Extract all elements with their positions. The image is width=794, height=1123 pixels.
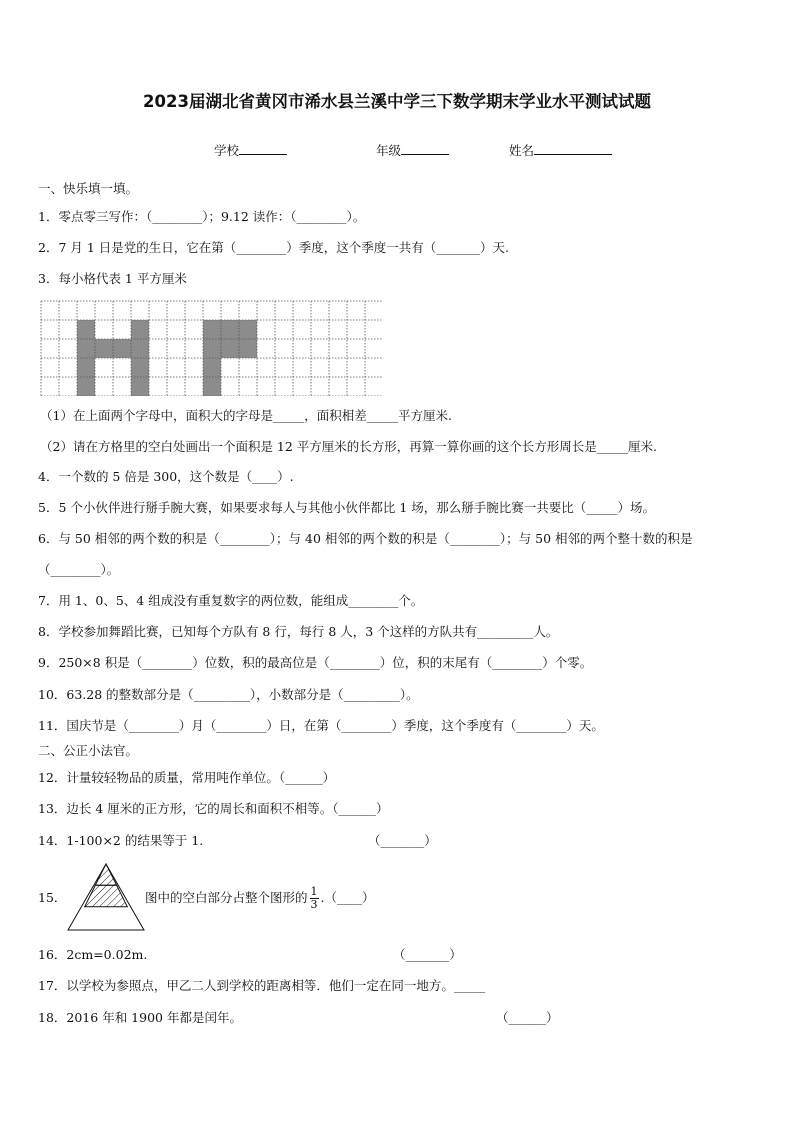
question-8: 8．学校参加舞蹈比赛，已知每个方队有 8 行，每行 8 人，3 个这样的方队共有_________人。 [38,624,559,639]
question-15 [145,884,375,912]
school-label: 学校 [214,143,240,158]
shaded-cell [131,377,149,396]
fraction-denominator: 3 [310,898,318,911]
shaded-cell [131,358,149,377]
shaded-cell [131,339,149,358]
name-label: 姓名 [509,143,535,158]
question-11: 11．国庆节是（________）月（________）日，在第（________）季度，这个季度有（________）天。 [38,718,604,733]
question-18: 18．2016 年和 1900 年都是闰年。 [38,1010,242,1025]
shaded-cell [77,339,95,358]
question-17: 17．以学校为参照点，甲乙二人到学校的距离相等．他们一定在同一地方。_____ [38,978,486,993]
triangle-figure [66,862,146,934]
shaded-cell [221,339,239,358]
question-6: 6．与 50 相邻的两个数的积是（________）；与 40 相邻的两个数的积是（________）；与 50 相邻的两个整十数的积是 [38,531,693,546]
letter-grid-figure [40,300,382,396]
middle-hatched-part [85,885,128,906]
question-16: 16．2cm=0.02m. [38,947,148,962]
top-hatched-part [95,864,116,885]
question-13: 13．边长 4 厘米的正方形，它的周长和面积不相等。（______） [38,801,389,816]
shaded-cell [77,320,95,339]
question-1: 1．零点零三写作：（________）；9.12 读作：（________）。 [38,209,366,224]
shaded-cell [203,358,221,377]
fraction-one-third [310,886,319,911]
shaded-cell [239,339,257,358]
grade-field[interactable] [376,142,449,159]
question-5: 5．5 个小伙伴进行掰手腕大赛，如果要求每人与其他小伙伴都比 1 场，那么掰手腕比赛一共要比（_____）场。 [38,500,656,515]
grade-label: 年级 [376,143,402,158]
question-14-blank[interactable]: （_______） [368,833,437,848]
section-2-heading: 二、公正小法官。 [38,743,139,758]
name-field[interactable] [509,142,612,159]
question-10: 10．63.28 的整数部分是（_________），小数部分是（_________）。 [38,687,419,702]
question-3: 3．每小格代表 1 平方厘米 [38,271,187,286]
question-3-part-1: （1）在上面两个字母中，面积大的字母是_____，面积相差_____平方厘米. [40,408,452,423]
question-3-part-2: （2）请在方格里的空白处画出一个面积是 12 平方厘米的长方形，再算一算你画的这个长方形周长是_____厘米. [40,439,658,454]
question-7: 7．用 1、0、5、4 组成没有重复数字的两位数，能组成________个。 [38,593,424,608]
question-15-blank[interactable]: .（____） [320,890,375,905]
grade-blank[interactable] [401,142,449,155]
section-1-heading: 一、快乐填一填。 [38,181,139,196]
question-4: 4．一个数的 5 倍是 300，这个数是（____）. [38,469,294,484]
question-16-blank[interactable]: （_______） [393,947,462,962]
question-15-number: 15． [38,890,67,905]
question-6-continued: （________）。 [38,562,120,577]
question-14: 14．1-100×2 的结果等于 1. [38,833,204,848]
question-2: 2．7 月 1 日是党的生日，它在第（________）季度，这个季度一共有（_______）天. [38,240,510,255]
shaded-cell [203,339,221,358]
question-15-text: 图中的空白部分占整个图形的 [145,890,308,905]
shaded-cell [203,320,221,339]
shaded-cell [221,320,239,339]
shaded-cell [77,358,95,377]
shaded-cell [239,320,257,339]
name-blank[interactable] [534,142,612,155]
shaded-cell [95,339,113,358]
question-12: 12．计量较轻物品的质量，常用吨作单位。（______） [38,770,336,785]
school-blank[interactable] [239,142,287,155]
question-18-blank[interactable]: （______） [496,1010,559,1025]
page-title: 2023届湖北省黄冈市浠水县兰溪中学三下数学期末学业水平测试试题 [143,92,651,111]
shaded-cell [203,377,221,396]
shaded-cell [131,320,149,339]
shaded-cell [77,377,95,396]
fraction-numerator: 1 [310,885,318,898]
school-field[interactable] [214,142,287,159]
question-9: 9．250×8 积是（________）位数，积的最高位是（________）位，积的末尾有（________）个零。 [38,655,593,670]
shaded-cell [113,339,131,358]
